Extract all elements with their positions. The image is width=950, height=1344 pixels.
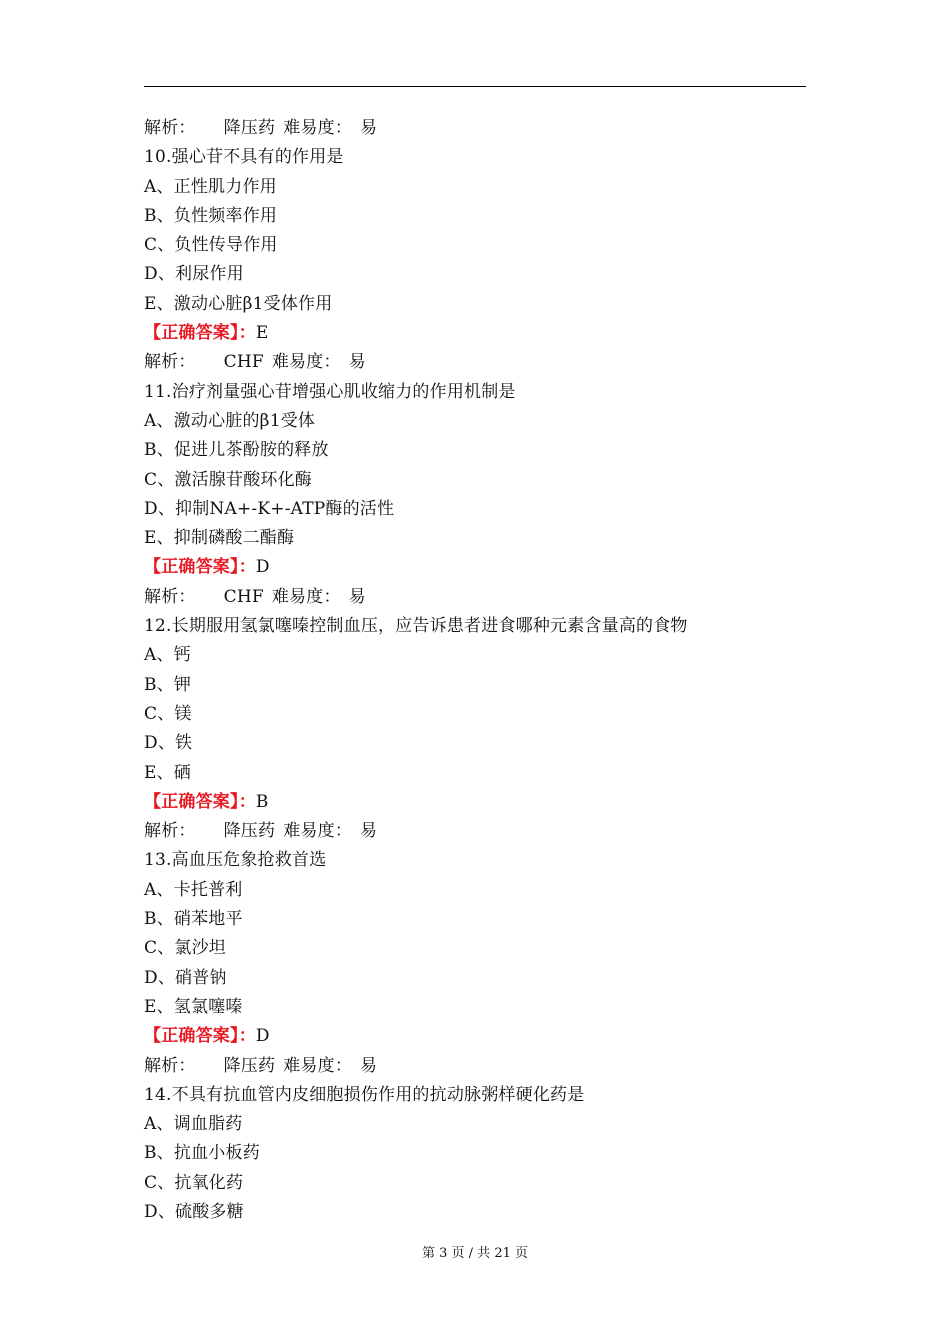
option-text: C、抗氧化药 <box>144 1172 244 1193</box>
analysis-line <box>144 583 806 612</box>
option-text: E、硒 <box>144 762 192 783</box>
analysis-label: 解析： <box>144 118 196 138</box>
option-text: D、硝普钠 <box>144 967 227 988</box>
answer-label: 【正确答案】： <box>144 557 256 578</box>
answer-label: 【正确答案】： <box>144 1026 256 1047</box>
option-text: A、调血脂药 <box>144 1114 243 1135</box>
question-text: 14.不具有抗血管内皮细胞损伤作用的抗动脉粥样硬化药是 <box>144 1084 585 1105</box>
analysis-label: 解析： <box>144 586 196 607</box>
option-text: C、氯沙坦 <box>144 938 227 959</box>
analysis-label: 解析： <box>144 821 196 842</box>
option-text: A、激动心脏的β1受体 <box>144 410 316 431</box>
option-text: B、硝苯地平 <box>144 909 243 930</box>
difficulty-value: 易 <box>360 118 378 138</box>
answer-value: D <box>255 557 270 578</box>
option-text: C、镁 <box>144 703 192 724</box>
question-text: 10.强心苷不具有的作用是 <box>144 147 344 168</box>
difficulty-label: 难易度： <box>283 118 353 138</box>
difficulty-label: 难易度： <box>283 821 353 842</box>
difficulty-value: 易 <box>348 586 366 607</box>
analysis-line <box>144 348 806 377</box>
header-rule <box>144 86 806 87</box>
difficulty-label: 难易度： <box>271 586 341 607</box>
answer-label: 【正确答案】： <box>144 323 256 344</box>
answer-value: D <box>255 1026 270 1047</box>
analysis-line <box>144 1052 806 1081</box>
answer-line <box>144 788 806 817</box>
option-text: B、负性频率作用 <box>144 205 278 226</box>
analysis-category: CHF <box>223 352 264 373</box>
analysis-line <box>144 817 806 846</box>
difficulty-label: 难易度： <box>283 1055 353 1076</box>
answer-value: B <box>255 791 269 812</box>
analysis-label: 解析： <box>144 352 196 373</box>
option-text: E、激动心脏β1受体作用 <box>144 293 333 314</box>
answer-line <box>144 319 806 348</box>
option-text: B、钾 <box>144 674 192 695</box>
answer-label: 【正确答案】： <box>144 791 256 812</box>
option-text: D、硫酸多糖 <box>144 1201 244 1222</box>
difficulty-value: 易 <box>348 352 366 373</box>
option-text: D、抑制NA+-K+-ATP酶的活性 <box>144 498 395 519</box>
option-text: A、正性肌力作用 <box>144 176 277 197</box>
question-text: 11.治疗剂量强心苷增强心肌收缩力的作用机制是 <box>144 381 516 402</box>
analysis-line <box>144 114 806 143</box>
answer-line <box>144 553 806 582</box>
option-text: D、铁 <box>144 733 193 754</box>
option-text: A、卡托普利 <box>144 879 243 900</box>
difficulty-value: 易 <box>360 1055 378 1076</box>
difficulty-label: 难易度： <box>271 352 341 373</box>
answer-line <box>144 1022 806 1051</box>
option-text: C、激活腺苷酸环化酶 <box>144 469 313 490</box>
option-text: E、氢氯噻嗪 <box>144 996 243 1017</box>
document-body <box>144 114 806 1227</box>
option-text: B、抗血小板药 <box>144 1143 260 1164</box>
difficulty-value: 易 <box>360 821 378 842</box>
page-footer: 第 3 页 / 共 21 页 <box>422 1246 528 1261</box>
option-text: A、钙 <box>144 645 191 666</box>
analysis-category: CHF <box>223 586 264 607</box>
analysis-label: 解析： <box>144 1055 196 1076</box>
option-text: D、利尿作用 <box>144 264 244 285</box>
option-text: B、促进儿茶酚胺的释放 <box>144 440 329 461</box>
analysis-category: 降压药 <box>223 1055 276 1076</box>
option-text: E、抑制磷酸二酯酶 <box>144 528 295 549</box>
question-text: 13.高血压危象抢救首选 <box>144 850 327 871</box>
analysis-category: 降压药 <box>223 821 276 842</box>
analysis-category: 降压药 <box>223 118 276 138</box>
answer-value: E <box>255 323 269 344</box>
question-text: 12.长期服用氢氯噻嗪控制血压，应告诉患者进食哪种元素含量高的食物 <box>144 616 688 637</box>
option-text: C、负性传导作用 <box>144 235 278 256</box>
